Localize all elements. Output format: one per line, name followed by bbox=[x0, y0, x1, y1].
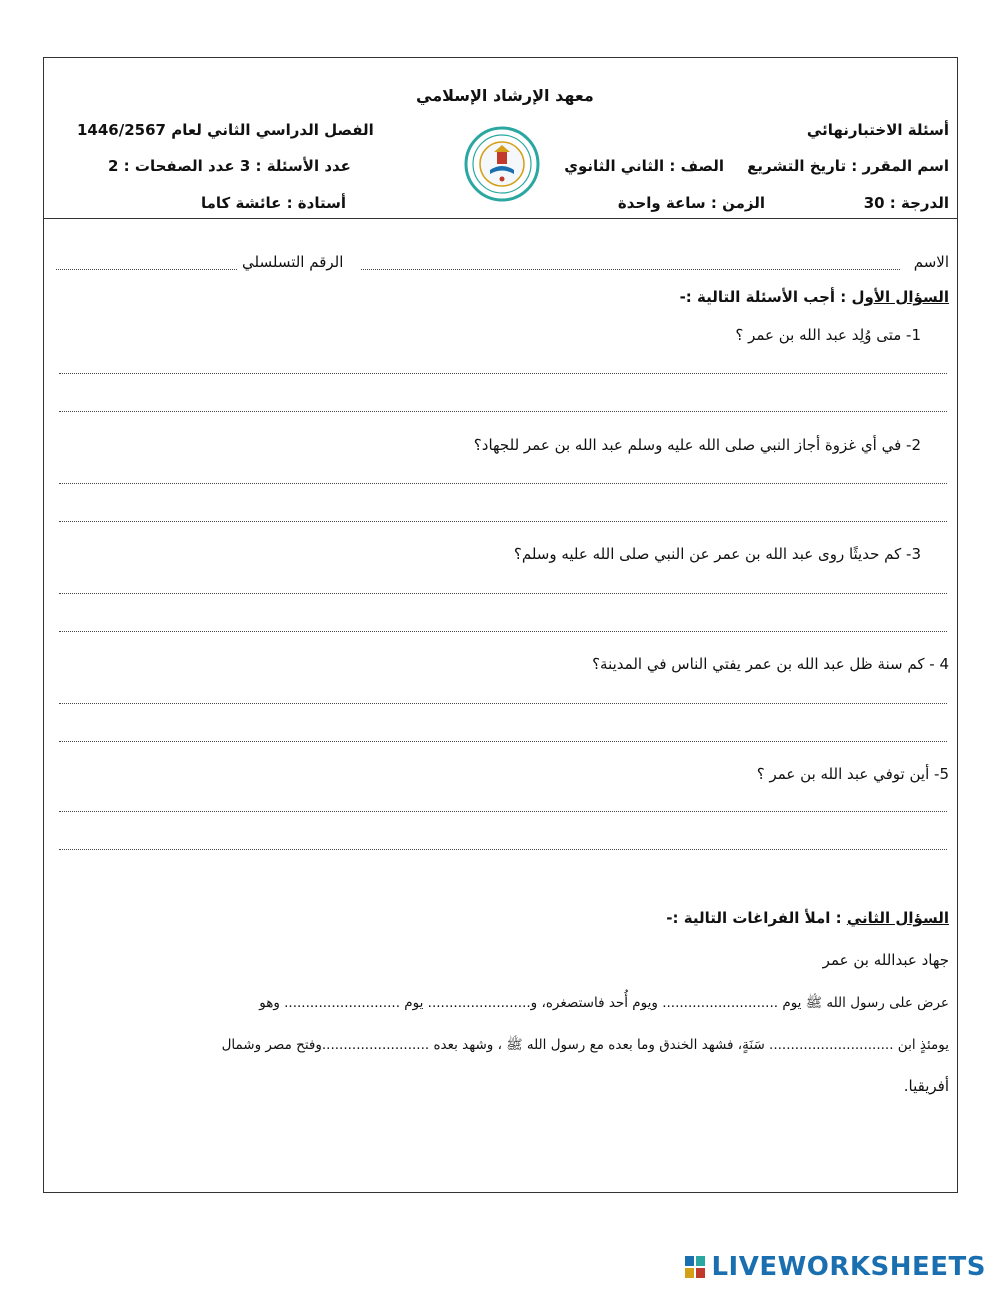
name-blank[interactable] bbox=[361, 269, 900, 270]
section1-title: السؤال الأول bbox=[851, 288, 949, 306]
question-5: 5- أين توفي عبد الله بن عمر ؟ bbox=[756, 765, 949, 783]
section1-heading bbox=[680, 288, 949, 306]
header-separator bbox=[44, 218, 957, 219]
liveworksheets-brand[interactable] bbox=[685, 1252, 986, 1282]
questions-count: عدد الأسئلة : 3 عدد الصفحات : 2 bbox=[108, 157, 351, 175]
section2-title: السؤال الثاني bbox=[846, 909, 949, 927]
answer-line[interactable] bbox=[59, 521, 947, 522]
serial-label: الرقم التسلسلي bbox=[242, 253, 344, 271]
question-4: 4 - كم سنة ظل عبد الله بن عمر يفتي الناس في المدينة؟ bbox=[592, 655, 949, 673]
grade-class: الصف : الثاني الثانوي bbox=[564, 157, 724, 175]
answer-line[interactable] bbox=[59, 483, 947, 484]
answer-line[interactable] bbox=[59, 631, 947, 632]
question-1: 1- متى وُلِد عبد الله بن عمر ؟ bbox=[735, 326, 921, 344]
question-2: 2- في أي غزوة أجاز النبي صلى الله عليه وسلم عبد الله بن عمر للجهاد؟ bbox=[473, 436, 921, 454]
answer-line[interactable] bbox=[59, 811, 947, 812]
question-3: 3- كم حديثًا روى عبد الله بن عمر عن النبي صلى الله عليه وسلم؟ bbox=[513, 545, 921, 563]
name-label: الاسم bbox=[913, 253, 949, 271]
score: الدرجة : 30 bbox=[863, 194, 949, 212]
section2-instruction: : املأ الفراغات التالية :- bbox=[666, 909, 847, 927]
answer-line[interactable] bbox=[59, 703, 947, 704]
fill-line-2[interactable]: يومئذٍ ابن ............................. سَنَةٍ، فشهد الخندق وما بعده مع رسول الله ﷺ ، وشهد بعده .........................وفتح مصر وشمال bbox=[221, 1037, 949, 1053]
answer-line[interactable] bbox=[59, 593, 947, 594]
course-name: اسم المقرر : تاريخ التشريع bbox=[747, 157, 949, 175]
fill-line-1[interactable]: عرض على رسول الله ﷺ يوم ........................... ويوم أُحد فاستصغره، و........................ يوم ........................... وهو bbox=[259, 995, 949, 1011]
institute-title: معهد الإرشاد الإسلامي bbox=[416, 86, 594, 105]
exam-sheet bbox=[43, 57, 958, 1193]
fill-line-3: أفريقيا. bbox=[903, 1077, 949, 1095]
answer-line[interactable] bbox=[59, 849, 947, 850]
duration: الزمن : ساعة واحدة bbox=[617, 194, 765, 212]
teacher-name: أستادة : عائشة كاما bbox=[201, 194, 347, 212]
semester: الفصل الدراسي الثاني لعام 1446/2567 bbox=[77, 121, 374, 139]
section1-instruction: : أجب الأسئلة التالية :- bbox=[679, 288, 852, 306]
brand-logo-icon bbox=[685, 1256, 705, 1278]
brand-text: LIVEWORKSHEETS bbox=[711, 1252, 986, 1282]
school-logo bbox=[464, 126, 540, 202]
exam-title: أسئلة الاختبارنهائي bbox=[806, 121, 949, 139]
section2-subtitle: جهاد عبدالله بن عمر bbox=[822, 951, 949, 969]
section2-heading bbox=[666, 909, 949, 927]
name-label-row bbox=[914, 253, 949, 271]
answer-line[interactable] bbox=[59, 741, 947, 742]
serial-blank[interactable] bbox=[56, 269, 237, 270]
answer-line[interactable] bbox=[59, 373, 947, 374]
answer-line[interactable] bbox=[59, 411, 947, 412]
